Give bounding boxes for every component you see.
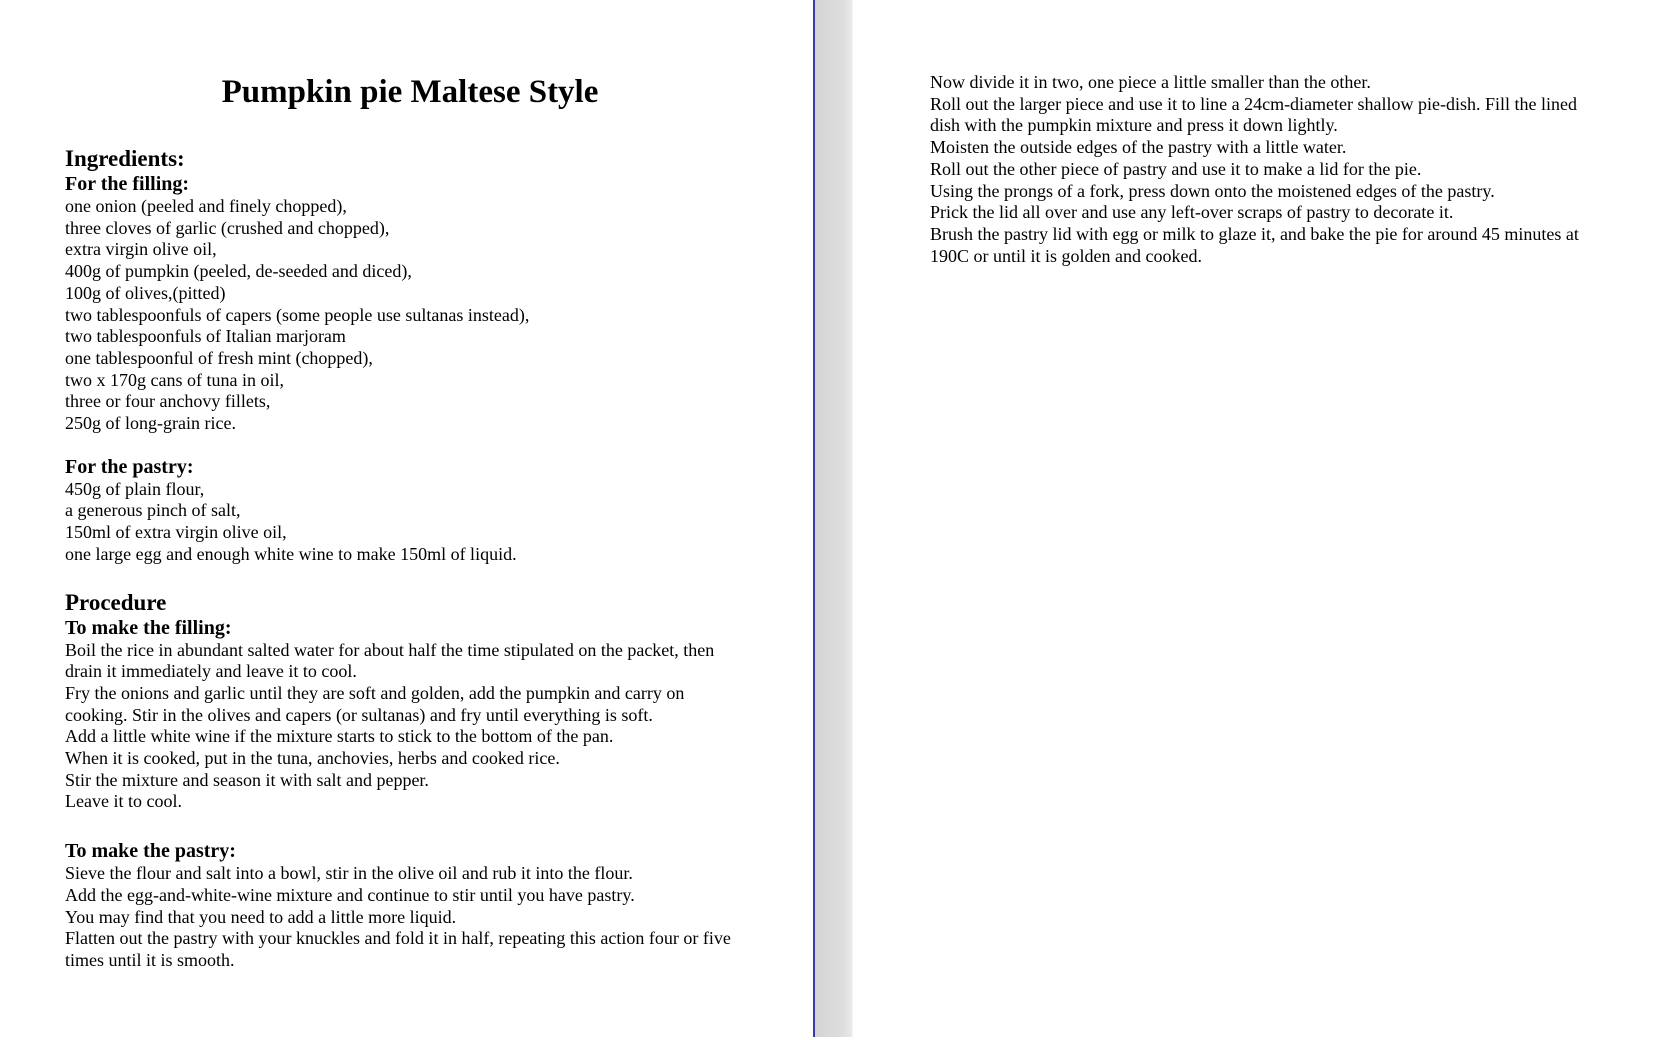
page-separator: [813, 0, 853, 1037]
procedure-step: Now divide it in two, one piece a little smaller than the other.: [930, 72, 1371, 92]
page-2: [853, 0, 1669, 1037]
ingredient-item: three cloves of garlic (crushed and chopped),: [65, 217, 390, 238]
make-pastry-steps: [65, 863, 745, 972]
ingredient-item: a generous pinch of salt,: [65, 500, 241, 521]
ingredient-item: two tablespoonfuls of capers (some people use sultanas instead),: [65, 304, 530, 325]
procedure-step: Roll out the larger piece and use it to line a 24cm-diameter shallow pie-dish. Fill the lined dish with the pumpkin mixture and press it down lightly.: [930, 93, 1578, 136]
document-title: Pumpkin pie Maltese Style: [221, 74, 599, 110]
procedure-step: Add the egg-and-white-wine mixture and continue to stir until you have pastry.: [65, 884, 635, 905]
procedure-step: Flatten out the pastry with your knuckles and fold it in half, repeating this action four or five times until it is smooth.: [65, 928, 731, 970]
filling-heading: For the filling:: [65, 173, 190, 195]
ingredient-item: two tablespoonfuls of Italian marjoram: [65, 326, 346, 347]
ingredient-item: 450g of plain flour,: [65, 478, 205, 499]
ingredient-item: 400g of pumpkin (peeled, de-seeded and diced),: [65, 261, 412, 282]
procedure-step: Moisten the outside edges of the pastry with a little water.: [930, 137, 1347, 158]
ingredient-item: extra virgin olive oil,: [65, 239, 217, 260]
procedure-step: Boil the rice in abundant salted water for about half the time stipulated on the packet, then drain it immediately and leave it to cool.: [65, 639, 715, 682]
procedure-step: Leave it to cool.: [65, 791, 182, 812]
pastry-heading: For the pastry:: [65, 455, 194, 478]
ingredient-item: two x 170g cans of tuna in oil,: [65, 369, 284, 390]
procedure-step: Prick the lid all over and use any left-over scraps of pastry to decorate it.: [930, 202, 1454, 223]
procedure-step: Stir the mixture and season it with salt and pepper.: [65, 769, 429, 790]
procedure-step: Brush the pastry lid with egg or milk to glaze it, and bake the pie for around 45 minutes at 190C or until it is golden and cooked.: [930, 223, 1579, 266]
make-filling-steps: [65, 640, 745, 814]
ingredients-heading: Ingredients:: [65, 146, 185, 171]
procedure-step: Using the prongs of a fork, press down onto the moistened edges of the pastry.: [930, 180, 1495, 201]
page-1-content: [65, 72, 745, 972]
ingredient-item: 150ml of extra virgin olive oil,: [65, 522, 287, 543]
filling-ingredient-list: [65, 196, 745, 435]
procedure-step: Add a little white wine if the mixture starts to stick to the bottom of the pan.: [65, 726, 614, 747]
procedure-step: Fry the onions and garlic until they are soft and golden, add the pumpkin and carry on cooking. Stir in the olives and capers (or sultanas) and fry until everything is soft.: [65, 682, 685, 725]
ingredient-item: 250g of long-grain rice.: [65, 413, 236, 434]
spacer: [65, 435, 745, 455]
procedure-step: You may find that you need to add a little more liquid.: [65, 906, 457, 927]
page-2-content: [930, 72, 1610, 267]
ingredient-item: three or four anchovy fillets,: [65, 391, 271, 412]
ingredient-item: one tablespoonful of fresh mint (chopped),: [65, 347, 373, 368]
page-1: [0, 0, 813, 1037]
ingredient-item: 100g of olives,(pitted): [65, 282, 226, 303]
make-filling-heading: To make the filling:: [65, 616, 232, 639]
ingredient-item: one onion (peeled and finely chopped),: [65, 196, 347, 216]
pastry-ingredient-list: [65, 479, 745, 566]
spacer: [65, 566, 745, 590]
procedure-step: Roll out the other piece of pastry and use it to make a lid for the pie.: [930, 158, 1422, 179]
procedure-step: Sieve the flour and salt into a bowl, stir in the olive oil and rub it into the flour.: [65, 863, 633, 884]
procedure-heading: Procedure: [65, 589, 167, 615]
ingredient-item: one large egg and enough white wine to make 150ml of liquid.: [65, 543, 517, 564]
make-pastry-heading: To make the pastry:: [65, 840, 236, 863]
spacer: [65, 813, 745, 839]
procedure-step: When it is cooked, put in the tuna, anchovies, herbs and cooked rice.: [65, 748, 560, 769]
